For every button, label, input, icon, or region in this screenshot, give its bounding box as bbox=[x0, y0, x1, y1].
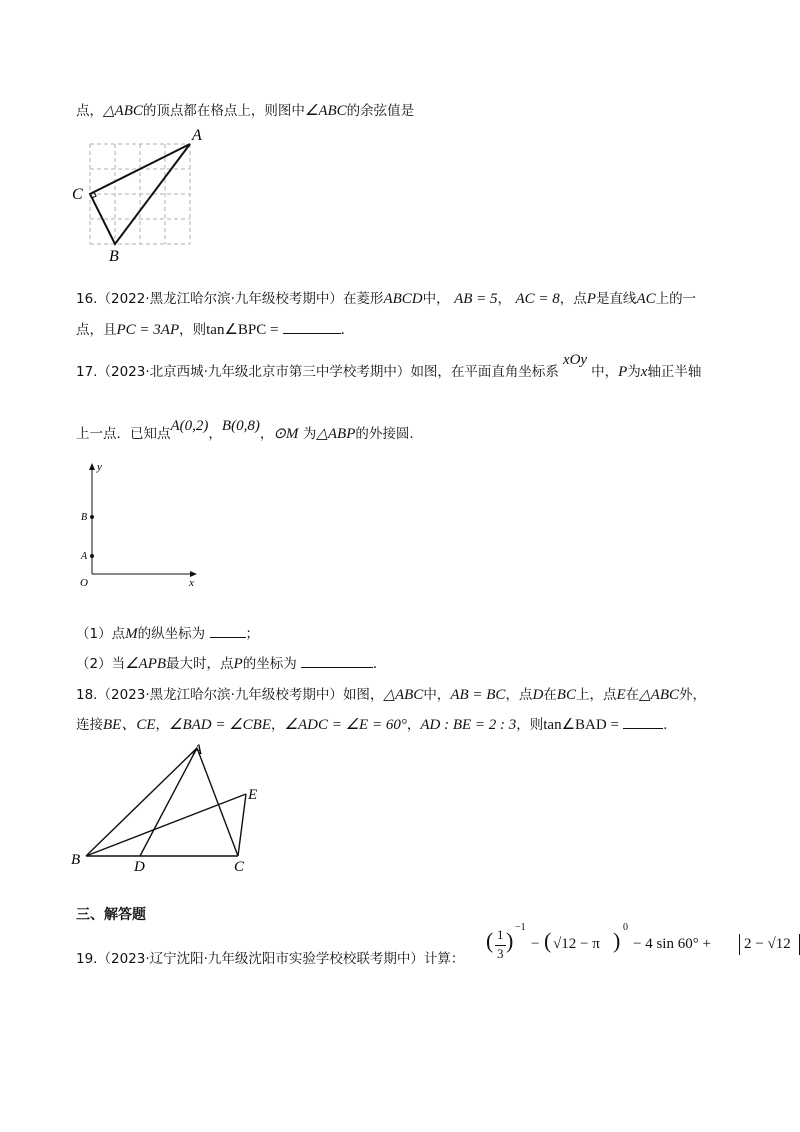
q17-label-y: y bbox=[97, 461, 102, 473]
q17-source: （2023·北京西城·九年级北京市第三中学校考期中） bbox=[97, 364, 411, 380]
q17-label-x: x bbox=[189, 577, 194, 588]
q19-line bbox=[76, 947, 464, 967]
q18-label-c: C bbox=[234, 859, 245, 875]
q16-text5: 上的一 bbox=[655, 291, 697, 307]
q16-line2-b: ，则 bbox=[179, 322, 207, 338]
q17-circle: ⊙M bbox=[273, 426, 299, 442]
q15-angle: ∠ABC bbox=[304, 103, 347, 119]
q18-cond3: AD : BE = 2 : 3 bbox=[420, 717, 517, 733]
q17-figure bbox=[72, 458, 207, 588]
q18-lines bbox=[86, 748, 246, 856]
q17-sub2 bbox=[76, 652, 377, 673]
q16-answer-blank bbox=[283, 319, 341, 334]
q17-sub2-c: 的坐标为 bbox=[242, 656, 297, 672]
q17-sub2-end: . bbox=[373, 656, 377, 672]
q17-dot-a bbox=[90, 554, 94, 558]
q19-text1: 计算： bbox=[423, 951, 465, 967]
q16-cond3: PC = 3AP bbox=[116, 322, 180, 338]
q15-mid: 的顶点都在格点上，则图中 bbox=[142, 103, 305, 119]
q19-abs-left bbox=[739, 934, 740, 955]
q17-sub2-a: （2）当 bbox=[76, 656, 126, 672]
q18-tri2: △ABC bbox=[639, 687, 679, 703]
q16-text2: 中， bbox=[422, 291, 450, 307]
q18-text2: 中， bbox=[423, 687, 451, 703]
q19-source: （2023·辽宁沈阳·九年级沈阳市实验学校校联考期中） bbox=[97, 951, 424, 967]
q17-label-b: B bbox=[81, 512, 88, 523]
q18-label-b: B bbox=[71, 852, 81, 868]
q17-comma2: ， bbox=[259, 426, 274, 442]
q16-text3: ，点 bbox=[559, 291, 587, 307]
q16-line2-a: 点，且 bbox=[76, 322, 117, 338]
q17-comma1: ， bbox=[208, 426, 222, 442]
q17-sub1 bbox=[76, 622, 259, 643]
q16-cond2: AC = 8 bbox=[515, 291, 560, 307]
q17-point-a: A(0,2) bbox=[170, 418, 209, 434]
q17-sub1-blank bbox=[210, 623, 246, 638]
q16-ask: tan∠BPC = bbox=[206, 322, 279, 338]
q16-text1: 在菱形 bbox=[342, 291, 384, 307]
q17-line2-b: 为 bbox=[302, 426, 317, 442]
q17-axis: x bbox=[640, 364, 648, 380]
q18-d: D bbox=[532, 687, 544, 703]
q17-sub2-angle: ∠APB bbox=[125, 656, 167, 672]
q18-answer-blank bbox=[623, 714, 663, 729]
q18-label-a: A bbox=[193, 742, 203, 758]
q18-number: 18. bbox=[76, 687, 98, 703]
q17-text2: 中， bbox=[591, 364, 619, 380]
q17-line2-a: 上一点．已知点 bbox=[76, 426, 171, 442]
q19-minus: − bbox=[531, 936, 540, 952]
q15-line bbox=[76, 99, 414, 120]
q16-number: 16. bbox=[76, 291, 98, 307]
q18-text5: 上，点 bbox=[575, 687, 617, 703]
q18-label-d: D bbox=[134, 859, 145, 875]
q18-line2-c: ，则 bbox=[516, 717, 544, 733]
q17-sub1-end: ； bbox=[245, 626, 260, 642]
q18-line2-a: 连接 bbox=[76, 717, 103, 733]
q17-point-b: B(0,8) bbox=[221, 418, 260, 434]
q18-tri: △ABC bbox=[383, 687, 424, 703]
q18-bc: BC bbox=[556, 687, 576, 703]
q19-sqrt-part: √12 − π bbox=[553, 936, 600, 952]
q18-e: E bbox=[616, 687, 626, 703]
q17-sub1-b: 的纵坐标为 bbox=[137, 626, 206, 642]
q18-text6: 在 bbox=[625, 687, 640, 703]
q17-text3: 为 bbox=[627, 364, 641, 380]
q19-exp-zero: 0 bbox=[623, 922, 628, 933]
q19-number: 19. bbox=[76, 951, 98, 967]
q18-ask: tan∠BAD = bbox=[543, 717, 619, 733]
q16-shape: ABCD bbox=[383, 291, 423, 307]
q15-triangle: △ABC bbox=[103, 103, 143, 119]
q18-text3: ，点 bbox=[505, 687, 533, 703]
q19-rest: − 4 sin 60° + bbox=[633, 936, 711, 952]
q15-label-a: A bbox=[192, 127, 202, 144]
q16-line2 bbox=[76, 318, 345, 339]
q17-sub2-p: P bbox=[233, 656, 243, 672]
section-heading: 三、解答题 bbox=[76, 907, 146, 923]
q17-line2 bbox=[76, 418, 414, 443]
q17-line1 bbox=[76, 352, 702, 381]
q18-eq: AB = BC bbox=[450, 687, 506, 703]
q18-text4: 在 bbox=[543, 687, 557, 703]
q18-cond2: ∠ADC = ∠E = 60° bbox=[284, 717, 407, 733]
q15-suffix: 的余弦值是 bbox=[346, 103, 415, 119]
q16-line1: 16.（2022·黑龙江哈尔滨·九年级校考期中）在菱形ABCD中， AB = 5， AC = 8，点P是直线AC上的一 bbox=[76, 291, 697, 307]
q17-sub1-a: （1）点 bbox=[76, 626, 126, 642]
q16-cond1: AB = 5 bbox=[454, 291, 498, 307]
q15-grid bbox=[90, 144, 190, 244]
q19-frac-den: 3 bbox=[497, 946, 504, 961]
q19-abs-inner: 2 − √12 bbox=[744, 936, 791, 952]
q15-label-c: C bbox=[72, 186, 83, 203]
q17-number: 17. bbox=[76, 364, 98, 380]
q18-label-e: E bbox=[248, 787, 258, 803]
q18-source: （2023·黑龙江哈尔滨·九年级校考期中） bbox=[97, 687, 343, 703]
q18-segs: BE、CE bbox=[103, 717, 156, 733]
q17-sub2-b: 最大时，点 bbox=[166, 656, 234, 672]
q17-text4: 轴正半轴 bbox=[647, 364, 702, 380]
q17-dot-b bbox=[90, 515, 94, 519]
q18-cond1: ∠BAD = ∠CBE bbox=[169, 717, 272, 733]
q18-text7: 外， bbox=[679, 687, 706, 703]
q16-point: P bbox=[586, 291, 596, 307]
q18-figure bbox=[66, 738, 276, 878]
q15-label-b: B bbox=[109, 248, 119, 265]
q15-figure bbox=[66, 122, 216, 267]
q17-point: P bbox=[618, 364, 628, 380]
q17-sub2-blank bbox=[301, 653, 373, 668]
q16-source: （2022·黑龙江哈尔滨·九年级校考期中） bbox=[97, 291, 343, 307]
q17-sub1-m: M bbox=[125, 626, 138, 642]
q17-y-arrow bbox=[89, 463, 95, 470]
q19-frac-num: 1 bbox=[497, 927, 504, 942]
q18-line1 bbox=[76, 683, 706, 704]
q16-text4: 是直线 bbox=[595, 291, 637, 307]
q17-system: xOy bbox=[562, 352, 588, 368]
q18-line2-b: ， bbox=[155, 717, 169, 733]
q17-tri: △ABP bbox=[316, 426, 356, 442]
q17-label-o: O bbox=[80, 577, 88, 588]
q15-prefix: 点， bbox=[76, 103, 103, 119]
q18-end: . bbox=[663, 717, 668, 733]
q16-end: . bbox=[340, 322, 345, 338]
q17-line2-c: 的外接圆. bbox=[355, 426, 414, 442]
q18-text1: 如图， bbox=[342, 687, 384, 703]
q17-text1: 如图，在平面直角坐标系 bbox=[410, 364, 559, 380]
q17-label-a: A bbox=[81, 551, 88, 562]
q18-line2: 连接BE、CE，∠BAD = ∠CBE，∠ADC = ∠E = 60°，AD : BE = 2 : 3，则tan∠BAD = . bbox=[76, 713, 667, 734]
q16-line: AC bbox=[636, 291, 656, 307]
q19-exp-neg1: −1 bbox=[515, 922, 526, 933]
